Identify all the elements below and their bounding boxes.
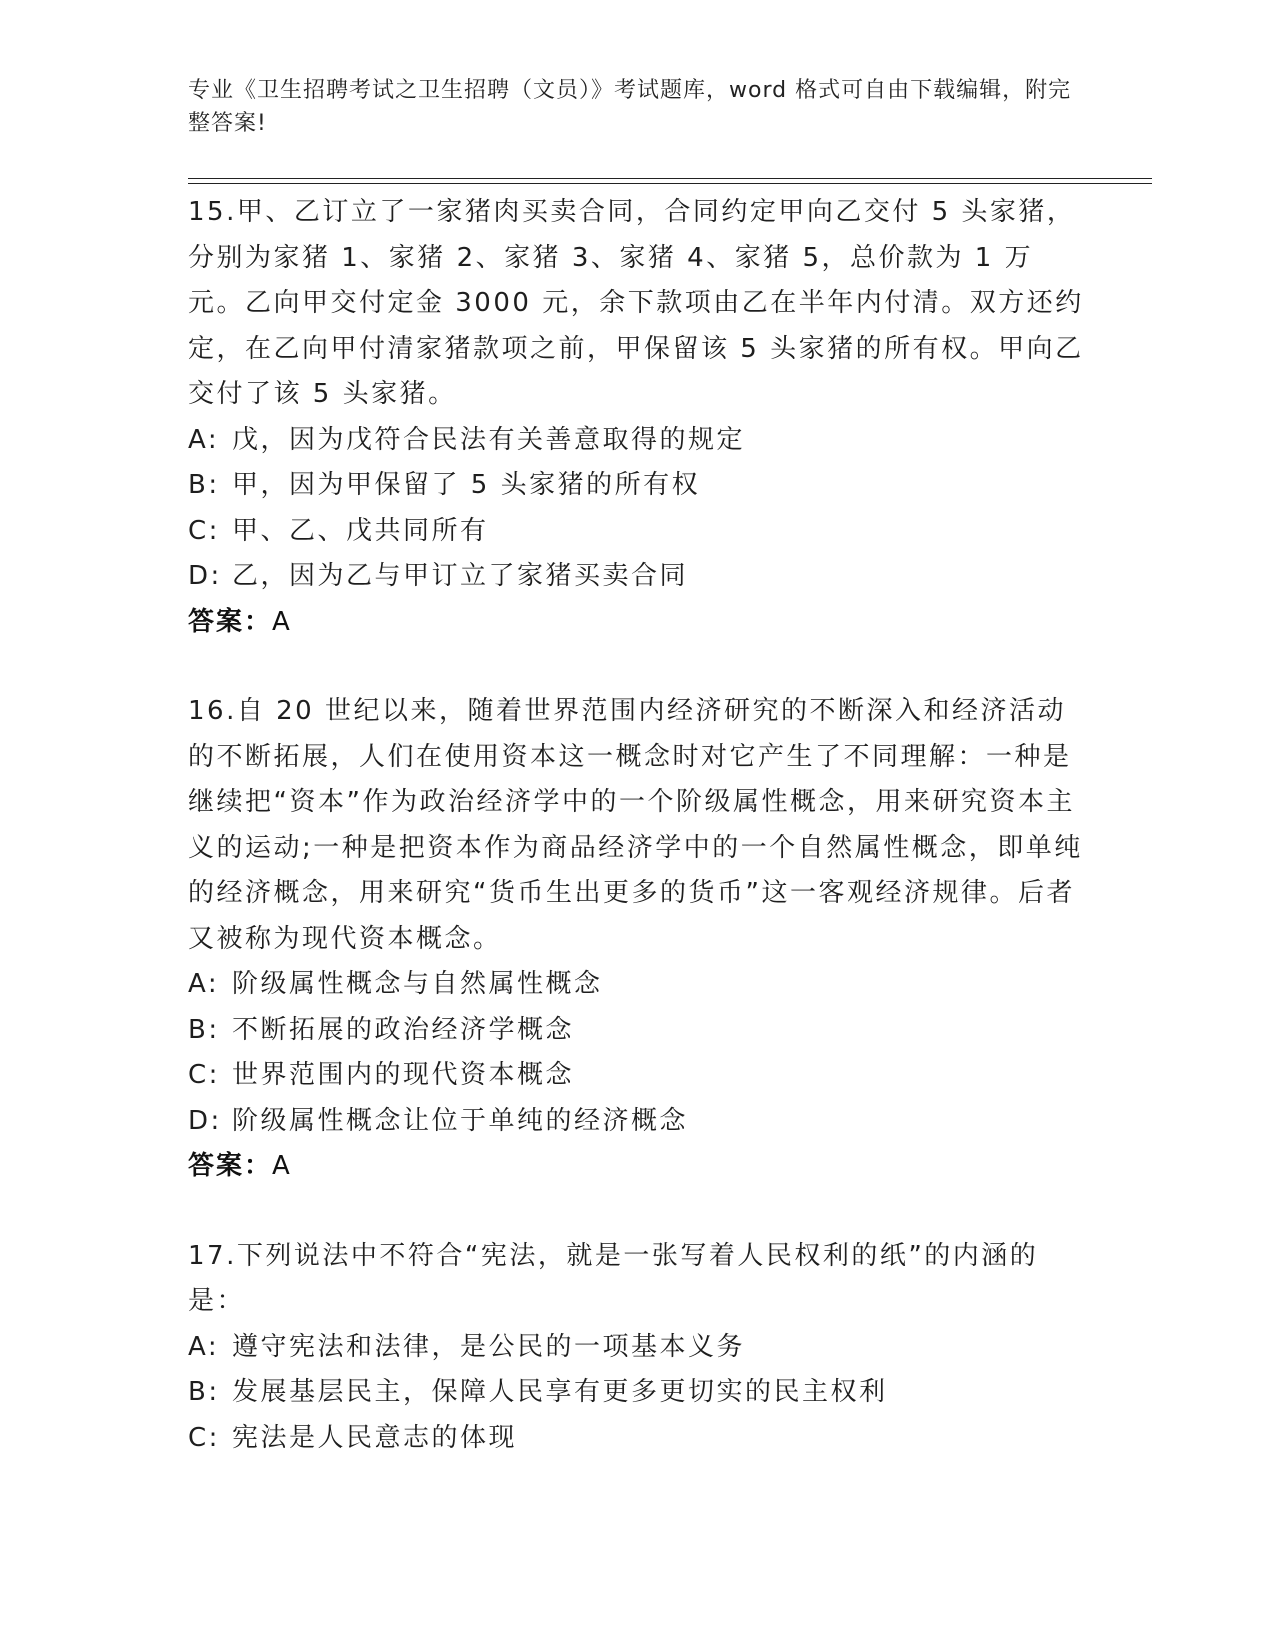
option-text: 遵守宪法和法律，是公民的一项基本义务: [232, 1331, 746, 1362]
option-letter: B:: [188, 1014, 220, 1045]
header-rule-bottom: [188, 183, 1152, 184]
answer-label: 答案：: [188, 1151, 273, 1181]
option-d: [188, 554, 1088, 600]
option-text: 甲、乙、戊共同所有: [232, 515, 489, 546]
option-text: 发展基层民主，保障人民享有更多更切实的民主权利: [232, 1377, 888, 1407]
question-stem: [188, 1234, 1088, 1325]
option-text: 不断拓展的政治经济学概念: [232, 1014, 575, 1045]
question-list: [188, 190, 1088, 1505]
question-text: 自 20 世纪以来，随着世界范围内经济研究的不断深入和经济活动的不断拓展，人们在使用资本这一概念时对它产生了不同理解：一种是继续把“资本”作为政治经济学中的一个阶级属性概念，用来研究资本主义的运动;一种是把资本作为商品经济学中的一个自然属性概念，即单纯的经济概念，用来研究“货币生出更多的货币”这一客观经济规律。后者又被称为现代资本概念。: [188, 696, 1083, 954]
question-text: 下列说法中不符合“宪法，就是一张写着人民权利的纸”的内涵的是：: [188, 1240, 1039, 1316]
option-b: [188, 463, 1088, 509]
question-stem: [188, 689, 1088, 962]
option-text: 戊，因为戊符合民法有关善意取得的规定: [232, 424, 746, 455]
option-text: 世界范围内的现代资本概念: [232, 1060, 575, 1090]
option-letter: C:: [188, 515, 220, 546]
answer-line: [188, 1144, 1088, 1190]
option-c: [188, 1416, 1088, 1462]
option-letter: C:: [188, 1060, 220, 1090]
option-a: [188, 1325, 1088, 1371]
option-letter: D:: [188, 561, 222, 591]
option-d: [188, 1099, 1088, 1145]
option-text: 阶级属性概念让位于单纯的经济概念: [232, 1105, 689, 1136]
question-number: 15.: [188, 197, 237, 227]
option-b: [188, 1370, 1088, 1416]
option-a: [188, 418, 1088, 464]
option-c: [188, 509, 1088, 555]
header-rule-top: [188, 178, 1152, 179]
answer-value: A: [272, 606, 292, 637]
answer-value: A: [272, 1151, 292, 1181]
option-letter: A:: [188, 424, 220, 455]
option-letter: D:: [188, 1105, 222, 1136]
option-text: 宪法是人民意志的体现: [232, 1422, 518, 1453]
option-c: [188, 1053, 1088, 1099]
question-15: [188, 190, 1088, 645]
option-letter: A:: [188, 969, 220, 999]
option-text: 阶级属性概念与自然属性概念: [232, 969, 603, 999]
question-stem: [188, 190, 1088, 418]
question-17: [188, 1234, 1088, 1462]
document-header: 专业《卫生招聘考试之卫生招聘（文员）》考试题库，word 格式可自由下载编辑，附完整答案!: [188, 78, 1072, 136]
option-letter: B:: [188, 1377, 220, 1407]
option-letter: A:: [188, 1331, 220, 1362]
option-text: 乙，因为乙与甲订立了家猪买卖合同: [232, 561, 689, 591]
question-number: 17.: [188, 1240, 237, 1271]
answer-label: 答案：: [188, 606, 273, 637]
option-letter: C:: [188, 1422, 220, 1453]
option-a: [188, 962, 1088, 1008]
question-number: 16.: [188, 696, 237, 726]
answer-line: [188, 600, 1088, 646]
option-letter: B:: [188, 470, 220, 500]
option-text: 甲，因为甲保留了 5 头家猪的所有权: [232, 470, 701, 500]
option-b: [188, 1008, 1088, 1054]
question-16: [188, 689, 1088, 1190]
question-text: 甲、乙订立了一家猪肉买卖合同，合同约定甲向乙交付 5 头家猪，分别为家猪 1、家猪 2、家猪 3、家猪 4、家猪 5，总价款为 1 万元。乙向甲交付定金 3000 元，余下款项由乙在半年内付清。双方还约定，在乙向甲付清家猪款项之前，甲保留该 5 头家猪的所有权。甲向乙交付了该 5 头家猪。: [188, 197, 1084, 409]
